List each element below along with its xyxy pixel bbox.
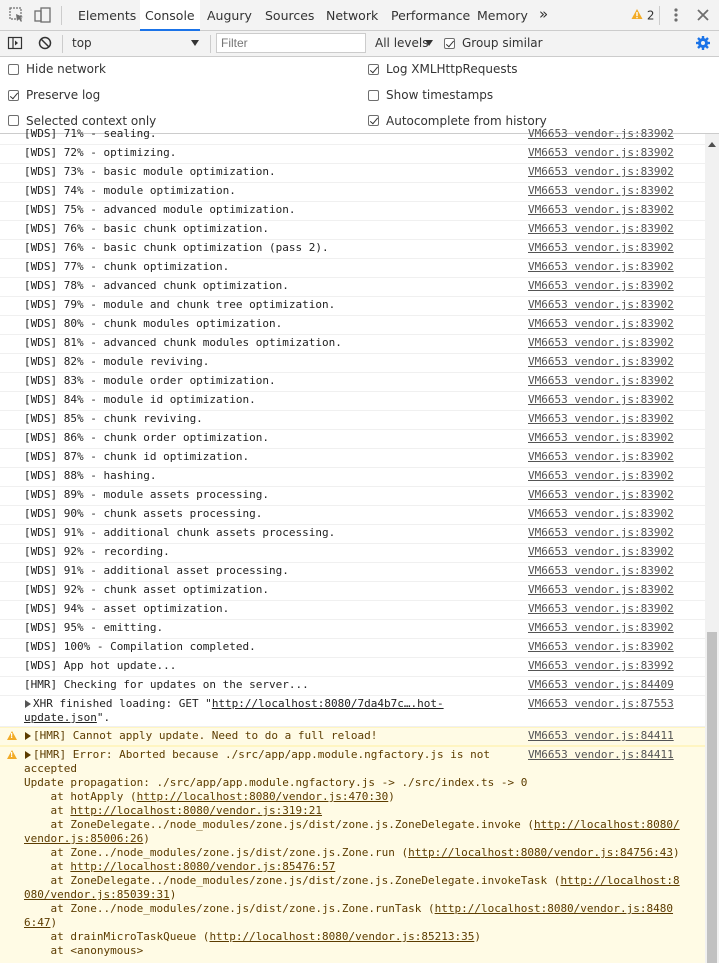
log-row <box>0 582 705 601</box>
log-message: [WDS] 75% - advanced module optimization. <box>24 203 296 216</box>
source-link[interactable]: VM6653 vendor.js:83902 <box>528 564 674 577</box>
tab-performance[interactable]: Performance <box>391 8 471 23</box>
stack-link[interactable]: http://localhost:8080/vendor.js:8480 <box>434 902 674 915</box>
log-message: [WDS] 80% - chunk modules optimization. <box>24 317 283 330</box>
stack-link[interactable]: 080/vendor.js:85039:31 <box>24 888 170 901</box>
more-tabs-button[interactable]: » <box>539 5 549 23</box>
source-link[interactable]: VM6653 vendor.js:83902 <box>528 127 674 140</box>
log-message: [WDS] 87% - chunk id optimization. <box>24 450 250 463</box>
source-link[interactable]: VM6653 vendor.js:83902 <box>528 450 674 463</box>
device-toolbar-icon[interactable] <box>33 5 53 25</box>
show-sidebar-icon[interactable] <box>7 35 23 54</box>
stack-line: at drainMicroTaskQueue (http://localhost:8080/vendor.js:85213:35) <box>24 930 481 943</box>
source-link[interactable]: VM6653 vendor.js:83902 <box>528 279 674 292</box>
source-link[interactable]: VM6653 vendor.js:83902 <box>528 431 674 444</box>
source-link[interactable]: VM6653 vendor.js:83902 <box>528 222 674 235</box>
xhr-prefix: XHR finished loading: GET " <box>33 697 212 710</box>
warning-icon <box>7 750 17 759</box>
group-similar-checkbox[interactable] <box>444 38 455 49</box>
stack-link[interactable]: http://localhost:8080/vendor.js:319:21 <box>70 804 323 817</box>
source-link[interactable]: VM6653 vendor.js:83902 <box>528 260 674 273</box>
console-toolbar <box>0 31 719 57</box>
log-row <box>0 601 705 620</box>
preserve-log-checkbox[interactable] <box>8 90 19 101</box>
source-link[interactable]: VM6653 vendor.js:83902 <box>528 184 674 197</box>
warning-text: [HMR] Cannot apply update. Need to do a full reload! <box>33 729 378 742</box>
autocomplete-label: Autocomplete from history <box>386 114 547 128</box>
warning-icon <box>631 8 643 23</box>
scrollbar-thumb[interactable] <box>707 632 717 963</box>
log-row <box>0 544 705 563</box>
stack-line: at ZoneDelegate../node_modules/zone.js/dist/zone.js.ZoneDelegate.invokeTask (http://localhost:8 <box>24 874 680 887</box>
stack-link[interactable]: 6:47 <box>24 916 51 929</box>
log-row <box>0 392 705 411</box>
context-selector[interactable] <box>66 34 204 53</box>
log-row <box>0 430 705 449</box>
log-row <box>0 278 705 297</box>
xhr-url-link-continued[interactable]: update.json <box>24 711 97 724</box>
log-row <box>0 620 705 639</box>
xhr-url-link[interactable]: http://localhost:8080/7da4b7c….hot- <box>211 697 444 710</box>
stack-line: 080/vendor.js:85039:31) <box>24 888 177 901</box>
log-message: [WDS] 78% - advanced chunk optimization. <box>24 279 289 292</box>
filter-input[interactable] <box>216 33 366 53</box>
log-row <box>0 468 705 487</box>
chevron-down-icon <box>425 40 433 46</box>
log-row <box>0 639 705 658</box>
stack-line: at <anonymous> <box>24 944 144 957</box>
tab-network[interactable]: Network <box>326 8 379 23</box>
log-message: [WDS] 91% - additional asset processing. <box>24 564 289 577</box>
preserve-log-label: Preserve log <box>26 88 101 102</box>
source-link[interactable]: VM6653 vendor.js:83902 <box>528 393 674 406</box>
log-message: [WDS] 95% - emitting. <box>24 621 164 634</box>
source-link[interactable]: VM6653 vendor.js:83902 <box>528 412 674 425</box>
console-messages <box>0 127 705 963</box>
scroll-up-icon[interactable] <box>708 142 716 147</box>
stack-line: at http://localhost:8080/vendor.js:319:21 <box>24 804 323 817</box>
source-link[interactable]: VM6653 vendor.js:83902 <box>528 165 674 178</box>
chevron-down-icon <box>191 40 199 46</box>
source-link[interactable]: VM6653 vendor.js:83902 <box>528 507 674 520</box>
stack-link[interactable]: http://localhost:8080/vendor.js:85476:57 <box>70 860 336 873</box>
log-message: [WDS] 92% - chunk asset optimization. <box>24 583 270 596</box>
stack-link[interactable]: http://localhost:8080/vendor.js:470:30 <box>136 790 389 803</box>
log-row <box>0 316 705 335</box>
source-link[interactable]: VM6653 vendor.js:83902 <box>528 621 674 634</box>
log-row <box>0 164 705 183</box>
log-levels-value: All levels <box>375 36 429 50</box>
divider <box>210 35 211 53</box>
tab-elements[interactable]: Elements <box>78 8 137 23</box>
hide-network-checkbox[interactable] <box>8 64 19 75</box>
log-message: [WDS] 88% - hashing. <box>24 469 157 482</box>
source-link[interactable]: VM6653 vendor.js:83992 <box>528 659 674 672</box>
tab-sources[interactable]: Sources <box>265 8 315 23</box>
error-line: accepted <box>24 762 77 775</box>
log-message: [WDS] App hot update... <box>24 659 177 672</box>
source-link[interactable]: VM6653 vendor.js:83902 <box>528 640 674 653</box>
source-link[interactable]: VM6653 vendor.js:84409 <box>528 678 674 691</box>
divider <box>62 35 63 53</box>
context-value: top <box>72 36 92 50</box>
log-row <box>0 525 705 544</box>
clear-console-icon[interactable] <box>37 35 53 54</box>
stack-link[interactable]: http://localhost:8080/vendor.js:84756:43 <box>408 846 674 859</box>
stack-line: at http://localhost:8080/vendor.js:85476:57 <box>24 860 336 873</box>
source-link[interactable]: VM6653 vendor.js:84411 <box>528 729 674 742</box>
log-message: [WDS] 85% - chunk reviving. <box>24 412 203 425</box>
source-link[interactable]: VM6653 vendor.js:83902 <box>528 336 674 349</box>
log-row <box>0 240 705 259</box>
log-row <box>0 677 705 696</box>
source-link[interactable]: VM6653 vendor.js:83902 <box>528 374 674 387</box>
source-link[interactable]: VM6653 vendor.js:83902 <box>528 146 674 159</box>
log-row <box>0 449 705 468</box>
stack-line: at Zone../node_modules/zone.js/dist/zone.js.Zone.run (http://localhost:8080/vendor.js:84756:43) <box>24 846 680 859</box>
gear-icon[interactable] <box>695 35 711 54</box>
log-message: [WDS] 72% - optimizing. <box>24 146 177 159</box>
autocomplete-checkbox[interactable] <box>368 115 379 126</box>
log-row <box>0 487 705 506</box>
log-message: [WDS] 76% - basic chunk optimization (pass 2). <box>24 241 329 254</box>
log-row <box>0 259 705 278</box>
source-link[interactable]: VM6653 vendor.js:83902 <box>528 469 674 482</box>
log-message: [WDS] 73% - basic module optimization. <box>24 165 276 178</box>
log-message: [WDS] 84% - module id optimization. <box>24 393 256 406</box>
close-icon[interactable] <box>693 5 713 25</box>
source-link[interactable]: VM6653 vendor.js:83902 <box>528 545 674 558</box>
source-link[interactable]: VM6653 vendor.js:83902 <box>528 488 674 501</box>
log-message: [WDS] 71% - sealing. <box>24 127 157 140</box>
log-row <box>0 297 705 316</box>
tab-augury[interactable]: Augury <box>207 8 252 23</box>
log-row <box>0 373 705 392</box>
source-link[interactable]: VM6653 vendor.js:83902 <box>528 526 674 539</box>
log-row <box>0 221 705 240</box>
xhr-message <box>0 696 705 727</box>
log-message: [WDS] 90% - chunk assets processing. <box>24 507 263 520</box>
expand-arrow-icon[interactable] <box>25 751 31 759</box>
show-timestamps-checkbox[interactable] <box>368 90 379 101</box>
source-link[interactable]: VM6653 vendor.js:83902 <box>528 241 674 254</box>
source-link[interactable]: VM6653 vendor.js:87553 <box>528 697 674 710</box>
log-message: [WDS] 77% - chunk optimization. <box>24 260 230 273</box>
log-row <box>0 202 705 221</box>
log-row <box>0 183 705 202</box>
source-link[interactable]: VM6653 vendor.js:83902 <box>528 602 674 615</box>
tab-console[interactable]: Console <box>140 0 200 31</box>
log-message: [WDS] 79% - module and chunk tree optimization. <box>24 298 336 311</box>
warning-counter[interactable] <box>631 8 654 24</box>
log-row <box>0 145 705 164</box>
stack-link[interactable]: http://localhost:8 <box>560 874 680 887</box>
stack-line: at ZoneDelegate../node_modules/zone.js/dist/zone.js.ZoneDelegate.invoke (http://localhost:8080/ <box>24 818 680 831</box>
log-message: [WDS] 100% - Compilation completed. <box>24 640 256 653</box>
log-message: [WDS] 82% - module reviving. <box>24 355 210 368</box>
log-message: [HMR] Checking for updates on the server... <box>24 678 309 691</box>
log-message: [WDS] 74% - module optimization. <box>24 184 236 197</box>
selected-context-label: Selected context only <box>26 114 157 128</box>
warning-icon <box>7 731 17 740</box>
console-settings-panel <box>0 57 719 134</box>
source-link[interactable]: VM6653 vendor.js:83902 <box>528 317 674 330</box>
warning-count: 2 <box>646 8 655 23</box>
log-message: [WDS] 92% - recording. <box>24 545 170 558</box>
kebab-menu-icon[interactable] <box>666 5 686 25</box>
divider <box>659 6 660 25</box>
show-timestamps-label: Show timestamps <box>386 88 494 102</box>
stack-line: 6:47) <box>24 916 58 929</box>
warning-message <box>0 746 705 963</box>
stack-line: Update propagation: ./src/app/app.module.ngfactory.js -> ./src/index.ts -> 0 <box>24 776 528 789</box>
source-link[interactable]: VM6653 vendor.js:83902 <box>528 583 674 596</box>
expand-arrow-icon[interactable] <box>25 732 31 740</box>
log-row <box>0 506 705 525</box>
tab-memory[interactable]: Memory <box>477 8 528 23</box>
console-scrollbar[interactable] <box>705 134 719 963</box>
log-message: [WDS] 86% - chunk order optimization. <box>24 431 270 444</box>
log-row <box>0 658 705 677</box>
log-xhr-checkbox[interactable] <box>368 64 379 75</box>
source-link[interactable]: VM6653 vendor.js:84411 <box>528 748 674 761</box>
log-message: [WDS] 81% - advanced chunk modules optimization. <box>24 336 342 349</box>
log-message: [WDS] 89% - module assets processing. <box>24 488 270 501</box>
log-levels-dropdown[interactable] <box>375 34 437 53</box>
source-link[interactable]: VM6653 vendor.js:83902 <box>528 203 674 216</box>
stack-link[interactable]: http://localhost:8080/vendor.js:85213:35 <box>209 930 475 943</box>
stack-link[interactable]: vendor.js:85006:26 <box>24 832 144 845</box>
inspect-element-icon[interactable] <box>7 5 27 25</box>
log-message: [WDS] 91% - additional chunk assets processing. <box>24 526 336 539</box>
stack-link[interactable]: http://localhost:8080/ <box>533 818 680 831</box>
log-message: [WDS] 76% - basic chunk optimization. <box>24 222 270 235</box>
log-row <box>0 335 705 354</box>
source-link[interactable]: VM6653 vendor.js:83902 <box>528 355 674 368</box>
divider <box>61 6 62 25</box>
log-row <box>0 563 705 582</box>
log-row <box>0 354 705 373</box>
hide-network-label: Hide network <box>26 62 106 76</box>
stack-line: at hotApply (http://localhost:8080/vendor.js:470:30) <box>24 790 395 803</box>
selected-context-checkbox[interactable] <box>8 115 19 126</box>
warning-message <box>0 727 705 746</box>
log-row <box>0 126 705 145</box>
log-xhr-label: Log XMLHttpRequests <box>386 62 518 76</box>
stack-line: at Zone../node_modules/zone.js/dist/zone.js.Zone.runTask (http://localhost:8080/vendor.js:8480 <box>24 902 674 915</box>
source-link[interactable]: VM6653 vendor.js:83902 <box>528 298 674 311</box>
devtools-tabbar <box>0 0 719 31</box>
expand-arrow-icon[interactable] <box>25 700 31 708</box>
log-row <box>0 411 705 430</box>
stack-line: vendor.js:85006:26) <box>24 832 150 845</box>
log-message: [WDS] 83% - module order optimization. <box>24 374 276 387</box>
error-line: [HMR] Error: Aborted because ./src/app/app.module.ngfactory.js is not <box>33 748 490 761</box>
log-message: [WDS] 94% - asset optimization. <box>24 602 230 615</box>
xhr-suffix: ". <box>96 711 111 724</box>
group-similar-label: Group similar <box>462 36 543 50</box>
